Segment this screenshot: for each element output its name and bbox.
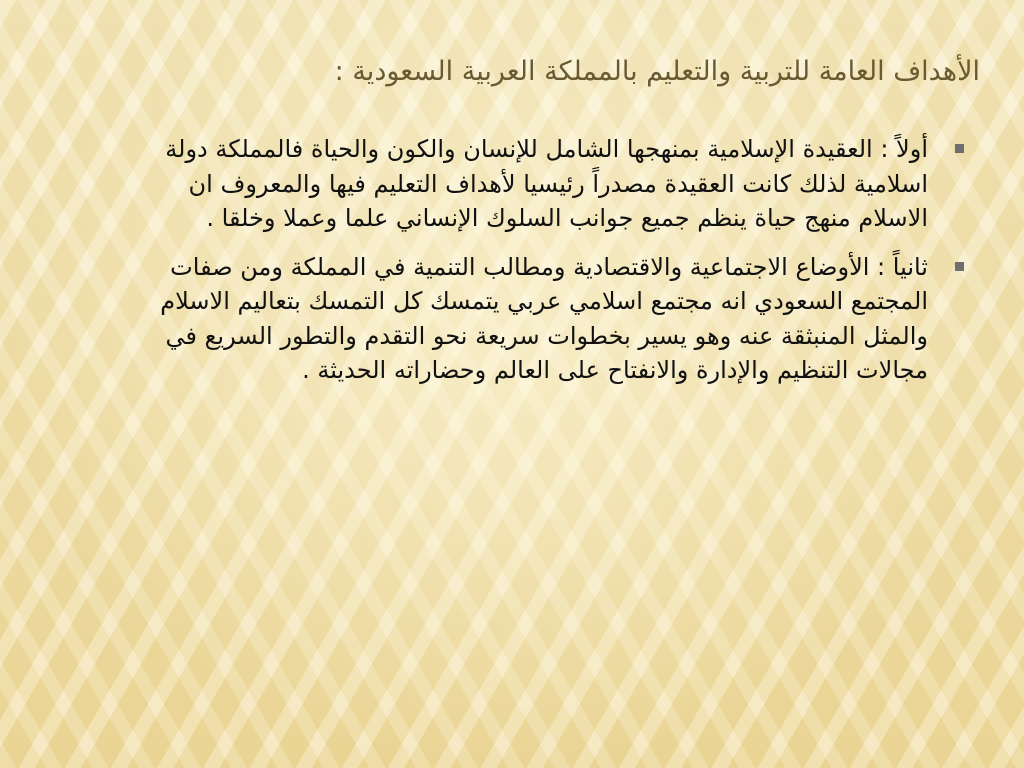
bullet-item-1	[128, 132, 928, 236]
slide-content	[128, 132, 928, 402]
slide-title: الأهداف العامة للتربية والتعليم بالمملكة العربية السعودية :	[334, 56, 980, 87]
square-bullet-icon	[955, 262, 964, 271]
bullet-item-2	[128, 250, 928, 388]
bullet-text-1: أولاً : العقيدة الإسلامية بمنهجها الشامل للإنسان والكون والحياة فالمملكة دولة اسلامية لذلك كانت العقيدة مصدراً رئيسيا لأهداف التعليم فيها والمعروف ان الاسلام منهج حياة ينظم جميع جوانب السلوك الإنساني علما وعملا وخلقا .	[165, 135, 928, 232]
square-bullet-icon	[955, 144, 964, 153]
bullet-text-2: ثانياً : الأوضاع الاجتماعية والاقتصادية ومطالب التنمية في المملكة ومن صفات المجتمع السعودي انه مجتمع اسلامي عربي يتمسك كل التمسك بتعاليم الاسلام والمثل المنبثقة عنه وهو يسير بخطوات سريعة نحو التقدم والتطور السريع في مجالات التنظيم والإدارة والانفتاح على العالم وحضاراته الحديثة .	[160, 252, 928, 384]
